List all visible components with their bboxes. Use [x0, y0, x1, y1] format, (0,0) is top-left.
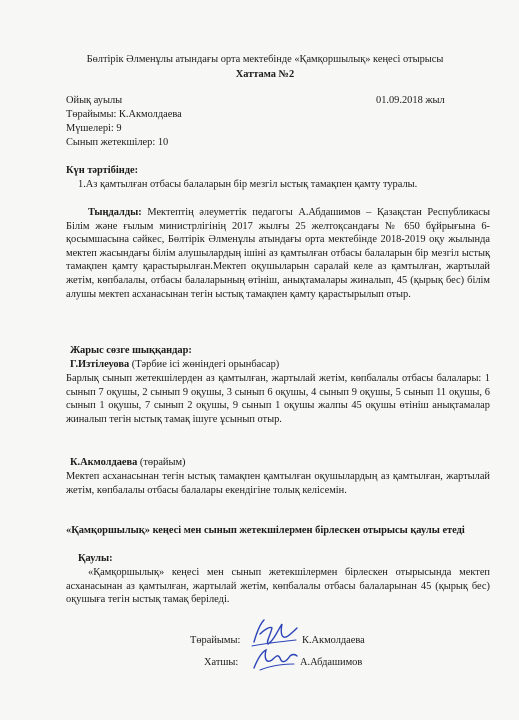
date: 01.09.2018 жыл: [376, 95, 445, 106]
speakers-title: Жарыс сөзге шыққандар:: [70, 345, 192, 356]
protocol-number: Хаттама №2: [235, 69, 295, 80]
signature-2-name: А.Абдашимов: [300, 657, 363, 668]
heard-label: Тыңдалды:: [88, 207, 142, 218]
agenda-item: 1.Аз қамтылған отбасы балаларын бір мезгіл ыстық тамақпен қамту туралы.: [78, 179, 418, 190]
resolution-text: «Қамқоршылық» кеңесі мен сынып жетекшілермен бірлескен отырысында мектеп асханасынан аз қамтылған, жартылай жетім, көпбалалы отбасы балаларынан 45 (қырық бес) оқушыға тегін ыстық тамақ беріледі.: [66, 567, 490, 606]
speaker2-text: Мектеп асханасынан тегін ыстық тамақпен қамтылған оқушылардың аз қамтылған, жартылай жетім, көпбалалы отбасы балалары екендігіне толық келісемін.: [66, 471, 490, 496]
class-teachers: Сынып жетекшілер: 10: [66, 137, 169, 148]
speaker1-role: (Тәрбие ісі жөніндегі орынбасар): [129, 359, 280, 370]
speaker2-name: К.Акмолдаева: [70, 457, 138, 468]
speaker1-name: Г.Изтілеуова: [70, 359, 130, 370]
chair: Төрайымы: К.Акмолдаева: [66, 109, 182, 120]
speaker2-role: (төрайым): [137, 457, 186, 468]
resolution-title: «Қамқоршылық» кеңесі мен сынып жетекшілермен бірлескен отырысы қаулы етеді: [66, 525, 465, 536]
heard-paragraph: [66, 206, 490, 301]
speaker1-text: Барлық сынып жетекшілерден аз қамтылған, жартылай жетім, көпбалалы отбасы балалары: 1 сынып 7 оқушы, 2 сынып 9 оқушы, 3 сынып 6 оқушы, 4 сынып 9 оқушы, 5 сынып 11 оқушы, 6 сынып 1 оқушы, 7 сынып 2 оқушы, 9 сынып 1 оқушы жалпы 45 оқушы өтініш анықтамалар жиналып тегін ыстық тамақ ішуге ұсынып отыр.: [66, 373, 490, 425]
speaker1-heading: [70, 358, 279, 372]
signature-2-role: Хатшы:: [204, 657, 239, 668]
place: Ойық ауылы: [66, 95, 123, 106]
document-heading: Бөлтірік Әлменұлы атындағы орта мектебінде «Қамқоршылық» кеңесі отырысы: [86, 54, 444, 65]
signature-2-mark: [250, 644, 300, 676]
members: Мүшелері: 9: [66, 123, 122, 134]
agenda-title: Күн тәртібінде:: [66, 165, 139, 176]
speaker2-heading: [70, 456, 186, 470]
signature-1-role: Төрайымы:: [190, 635, 241, 646]
resolution-label: Қаулы:: [78, 553, 113, 564]
signature-1-name: К.Акмолдаева: [302, 635, 365, 646]
heard-text: Мектептің әлеуметтік педагогы А.Абдашимов – Қазақстан Республикасы Білім және ғылым министрлігінің 2017 жылғы 25 желтоқсандағы № 650 бұйрығына 6-қосымшасына сәйкес, Бөлтірік Әлменұлы атындағы орта мектебінде 2018-2019 оқу жылында мектеп жасындағы білім алушылардың ішіні аз қамтылған отбасы балаларын бір мезгіл ыстық тамақпен қамту қарастырылған.Мектеп оқушыларын саралай келе аз қамтылған, жартылай жетім, көпбалалы, отбасы балаларының өтініш, анықтамалары жиналып, 45 (қырық бес) білім алушы мектеп асханасынан тегін ыстық тамақпен қамту қарастырылып отыр.: [66, 207, 490, 300]
